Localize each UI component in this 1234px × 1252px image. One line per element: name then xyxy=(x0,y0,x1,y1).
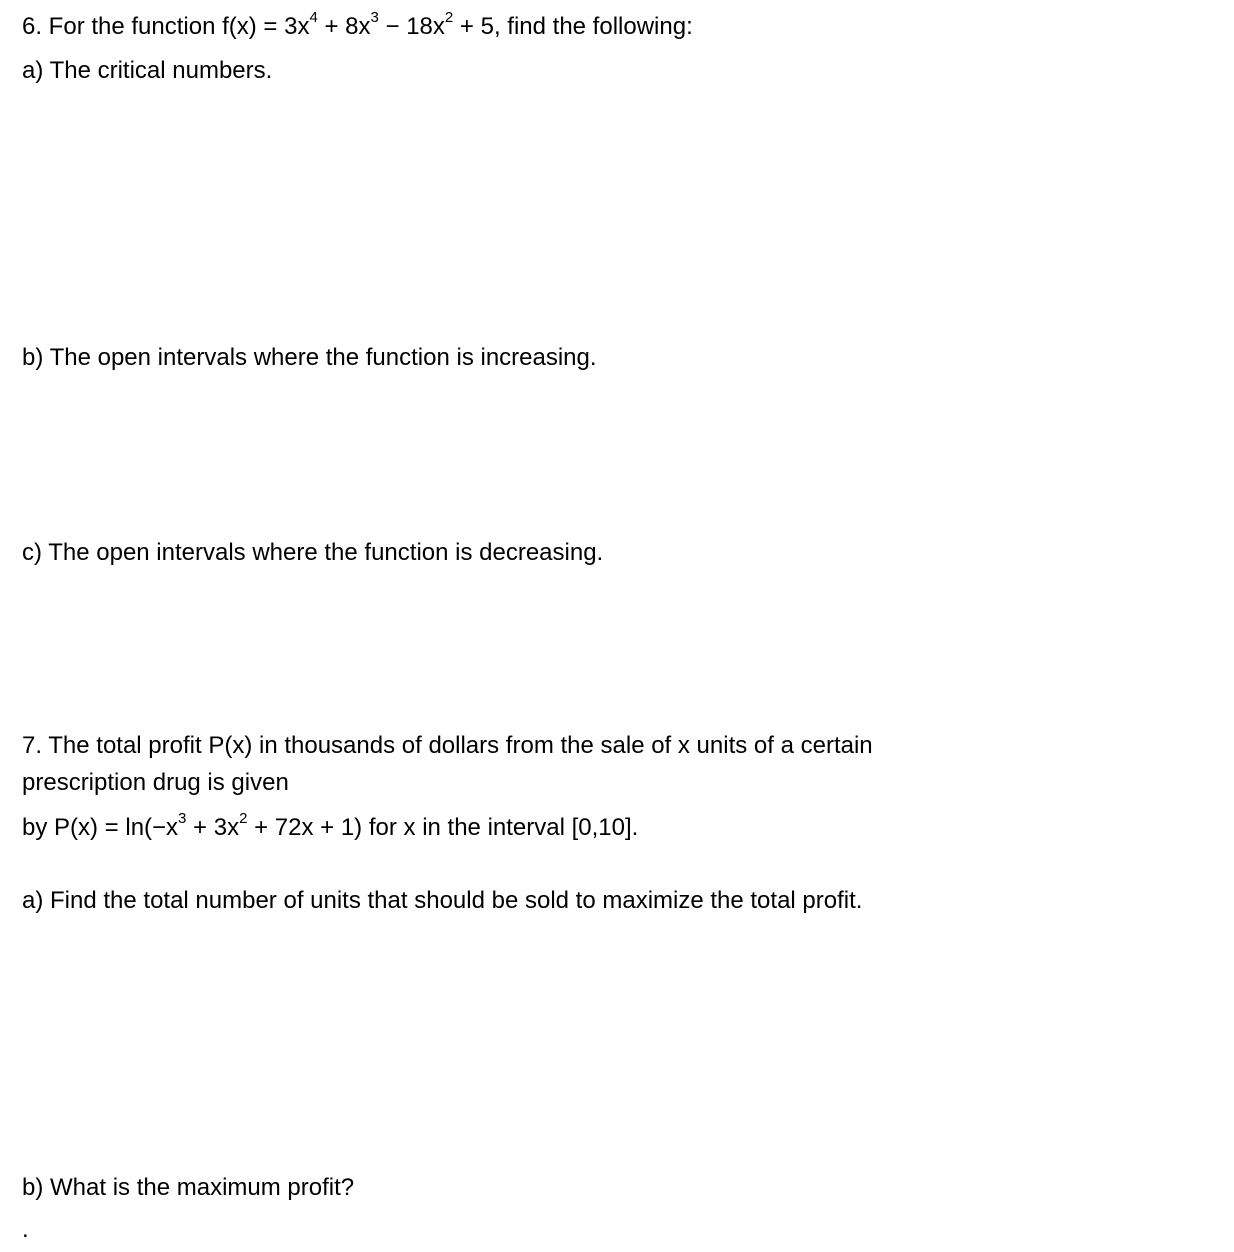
q6-part-b: b) The open intervals where the function is increasing. xyxy=(22,344,597,371)
q6-part-c: c) The open intervals where the function is decreasing. xyxy=(22,539,604,566)
q7-part-b: b) What is the maximum profit? xyxy=(22,1174,355,1201)
q6-intro: 6. For the function $f(x) = 3x^4 + 8x^3 - 18x^2 + 5$, find the following: xyxy=(22,9,693,40)
q6-part-a: a) The critical numbers. xyxy=(22,57,273,84)
q7-part-a: a) Find the total number of units that should be sold to maximize the total profit. xyxy=(22,887,863,914)
trailing-dot: . xyxy=(22,1216,29,1243)
q7-line-1: 7. The total profit P(x) in thousands of dollars from the sale of x units of a certain xyxy=(22,732,873,759)
q7-line-3: by $P(x) = \ln(-x^3 + 3x^2 + 72x + 1)$ for x in the interval [0,10]. xyxy=(22,810,639,841)
q7-line-2: prescription drug is given xyxy=(22,769,289,796)
